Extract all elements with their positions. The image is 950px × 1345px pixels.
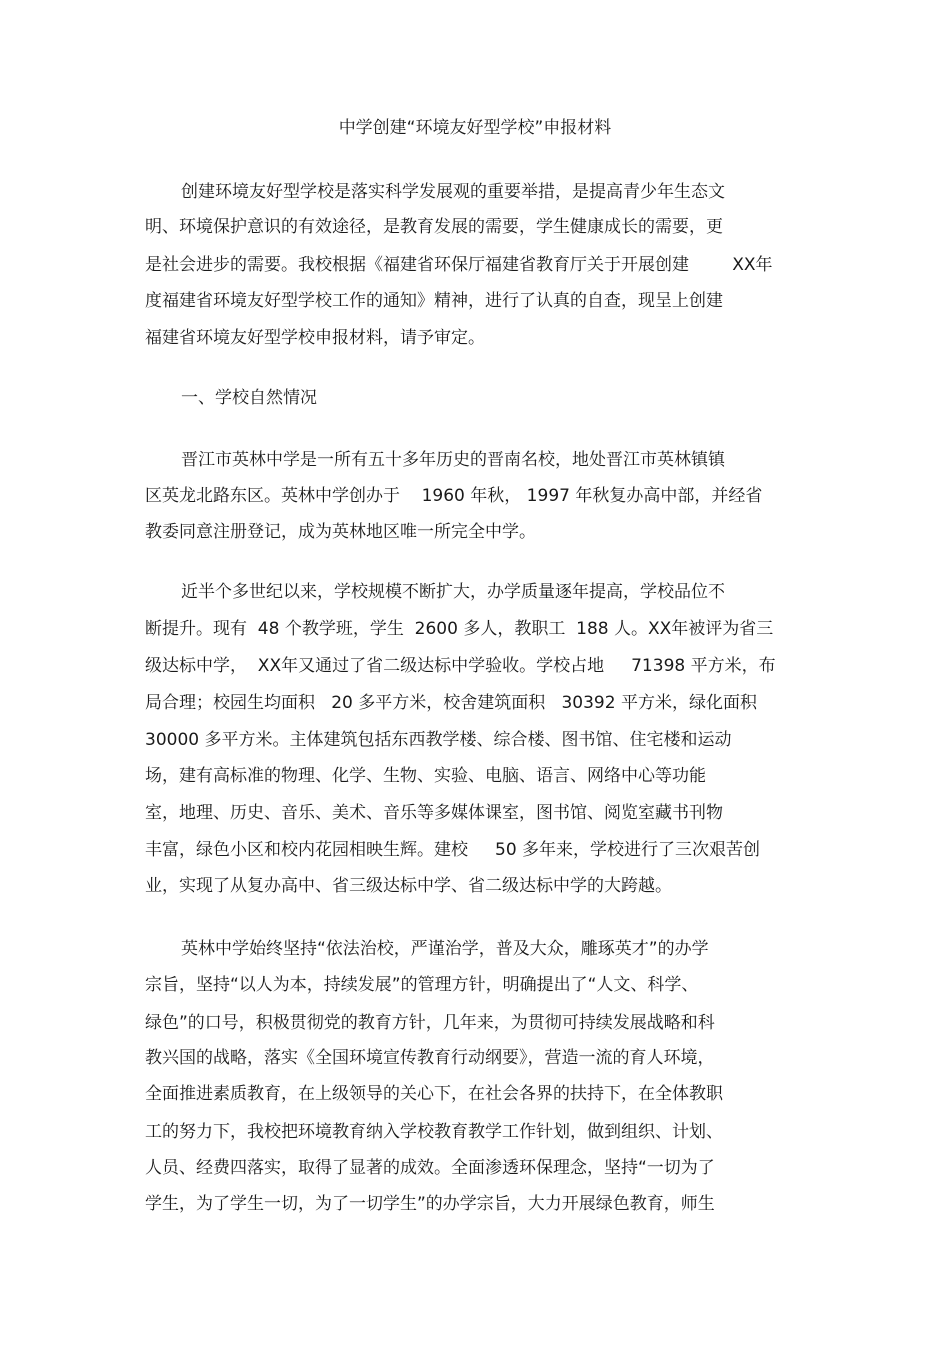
paragraph-line: 区英龙北路东区。英林中学创办于 1960 年秋， 1997 年秋复办高中部，并经省 (145, 486, 763, 506)
paragraph-line: 30000 多平方米。主体建筑包括东西教学楼、综合楼、图书馆、住宅楼和运动 (145, 730, 732, 750)
paragraph-line: 场，建有高标准的物理、化学、生物、实验、电脑、语言、网络中心等功能 (145, 766, 706, 786)
paragraph-line: 教委同意注册登记，成为英林地区唯一所完全中学。 (145, 522, 536, 542)
paragraph-line: 宗旨，坚持“以人为本，持续发展”的管理方针，明确提出了“人文、科学、 (145, 975, 699, 995)
section-heading: 一、学校自然情况 (181, 388, 317, 408)
paragraph-line: 近半个多世纪以来，学校规模不断扩大，办学质量逐年提高，学校品位不 (181, 582, 725, 602)
paragraph-line: 业，实现了从复办高中、省三级达标中学、省二级达标中学的大跨越。 (145, 876, 672, 896)
paragraph-line: 学生，为了学生一切，为了一切学生”的办学宗旨，大力开展绿色教育，师生 (145, 1194, 715, 1214)
document-title: 中学创建“环境友好型学校”申报材料 (338, 118, 612, 138)
paragraph-line: 晋江市英林中学是一所有五十多年历史的晋南名校，地处晋江市英林镇镇 (181, 450, 725, 470)
paragraph-line: 福建省环境友好型学校申报材料，请予审定。 (145, 328, 485, 348)
paragraph-line: 级达标中学， XX年又通过了省二级达标中学验收。学校占地 71398 平方米，布 (145, 656, 776, 676)
paragraph-line: 绿色”的口号，积极贯彻党的教育方针，几年来，为贯彻可持续发展战略和科 (145, 1013, 715, 1033)
paragraph-line: 教兴国的战略，落实《全国环境宣传教育行动纲要》，营造一流的育人环境， (145, 1048, 715, 1068)
paragraph-line: 工的努力下，我校把环境教育纳入学校教育教学工作针划，做到组织、计划、 (145, 1122, 723, 1142)
paragraph-line: 度福建省环境友好型学校工作的通知》精神，进行了认真的自查，现呈上创建 (145, 291, 723, 311)
paragraph-line: 明、环境保护意识的有效途径，是教育发展的需要，学生健康成长的需要，更 (145, 217, 723, 237)
paragraph-line: 英林中学始终坚持“依法治校，严谨治学，普及大众，雕琢英才”的办学 (181, 939, 709, 959)
paragraph-line: 丰富，绿色小区和校内花园相映生辉。建校 50 多年来，学校进行了三次艰苦创 (145, 840, 761, 860)
paragraph-line: 创建环境友好型学校是落实科学发展观的重要举措，是提高青少年生态文 (181, 182, 725, 202)
paragraph-line: 人员、经费四落实，取得了显著的成效。全面渗透环保理念，坚持“一切为了 (145, 1158, 715, 1178)
paragraph-line: 断提升。现有 48 个教学班，学生 2600 多人，教职工 188 人。XX年被评为省三 (145, 619, 774, 639)
paragraph-line: 局合理；校园生均面积 20 多平方米，校舍建筑面积 30392 平方米，绿化面积 (145, 693, 757, 713)
paragraph-line: 室，地理、历史、音乐、美术、音乐等多媒体课室，图书馆、阅览室藏书刊物 (145, 803, 723, 823)
paragraph-line: 全面推进素质教育，在上级领导的关心下，在社会各界的扶持下，在全体教职 (145, 1084, 723, 1104)
paragraph-line: 是社会进步的需要。我校根据《福建省环保厅福建省教育厅关于开展创建 XX年 (145, 255, 773, 275)
